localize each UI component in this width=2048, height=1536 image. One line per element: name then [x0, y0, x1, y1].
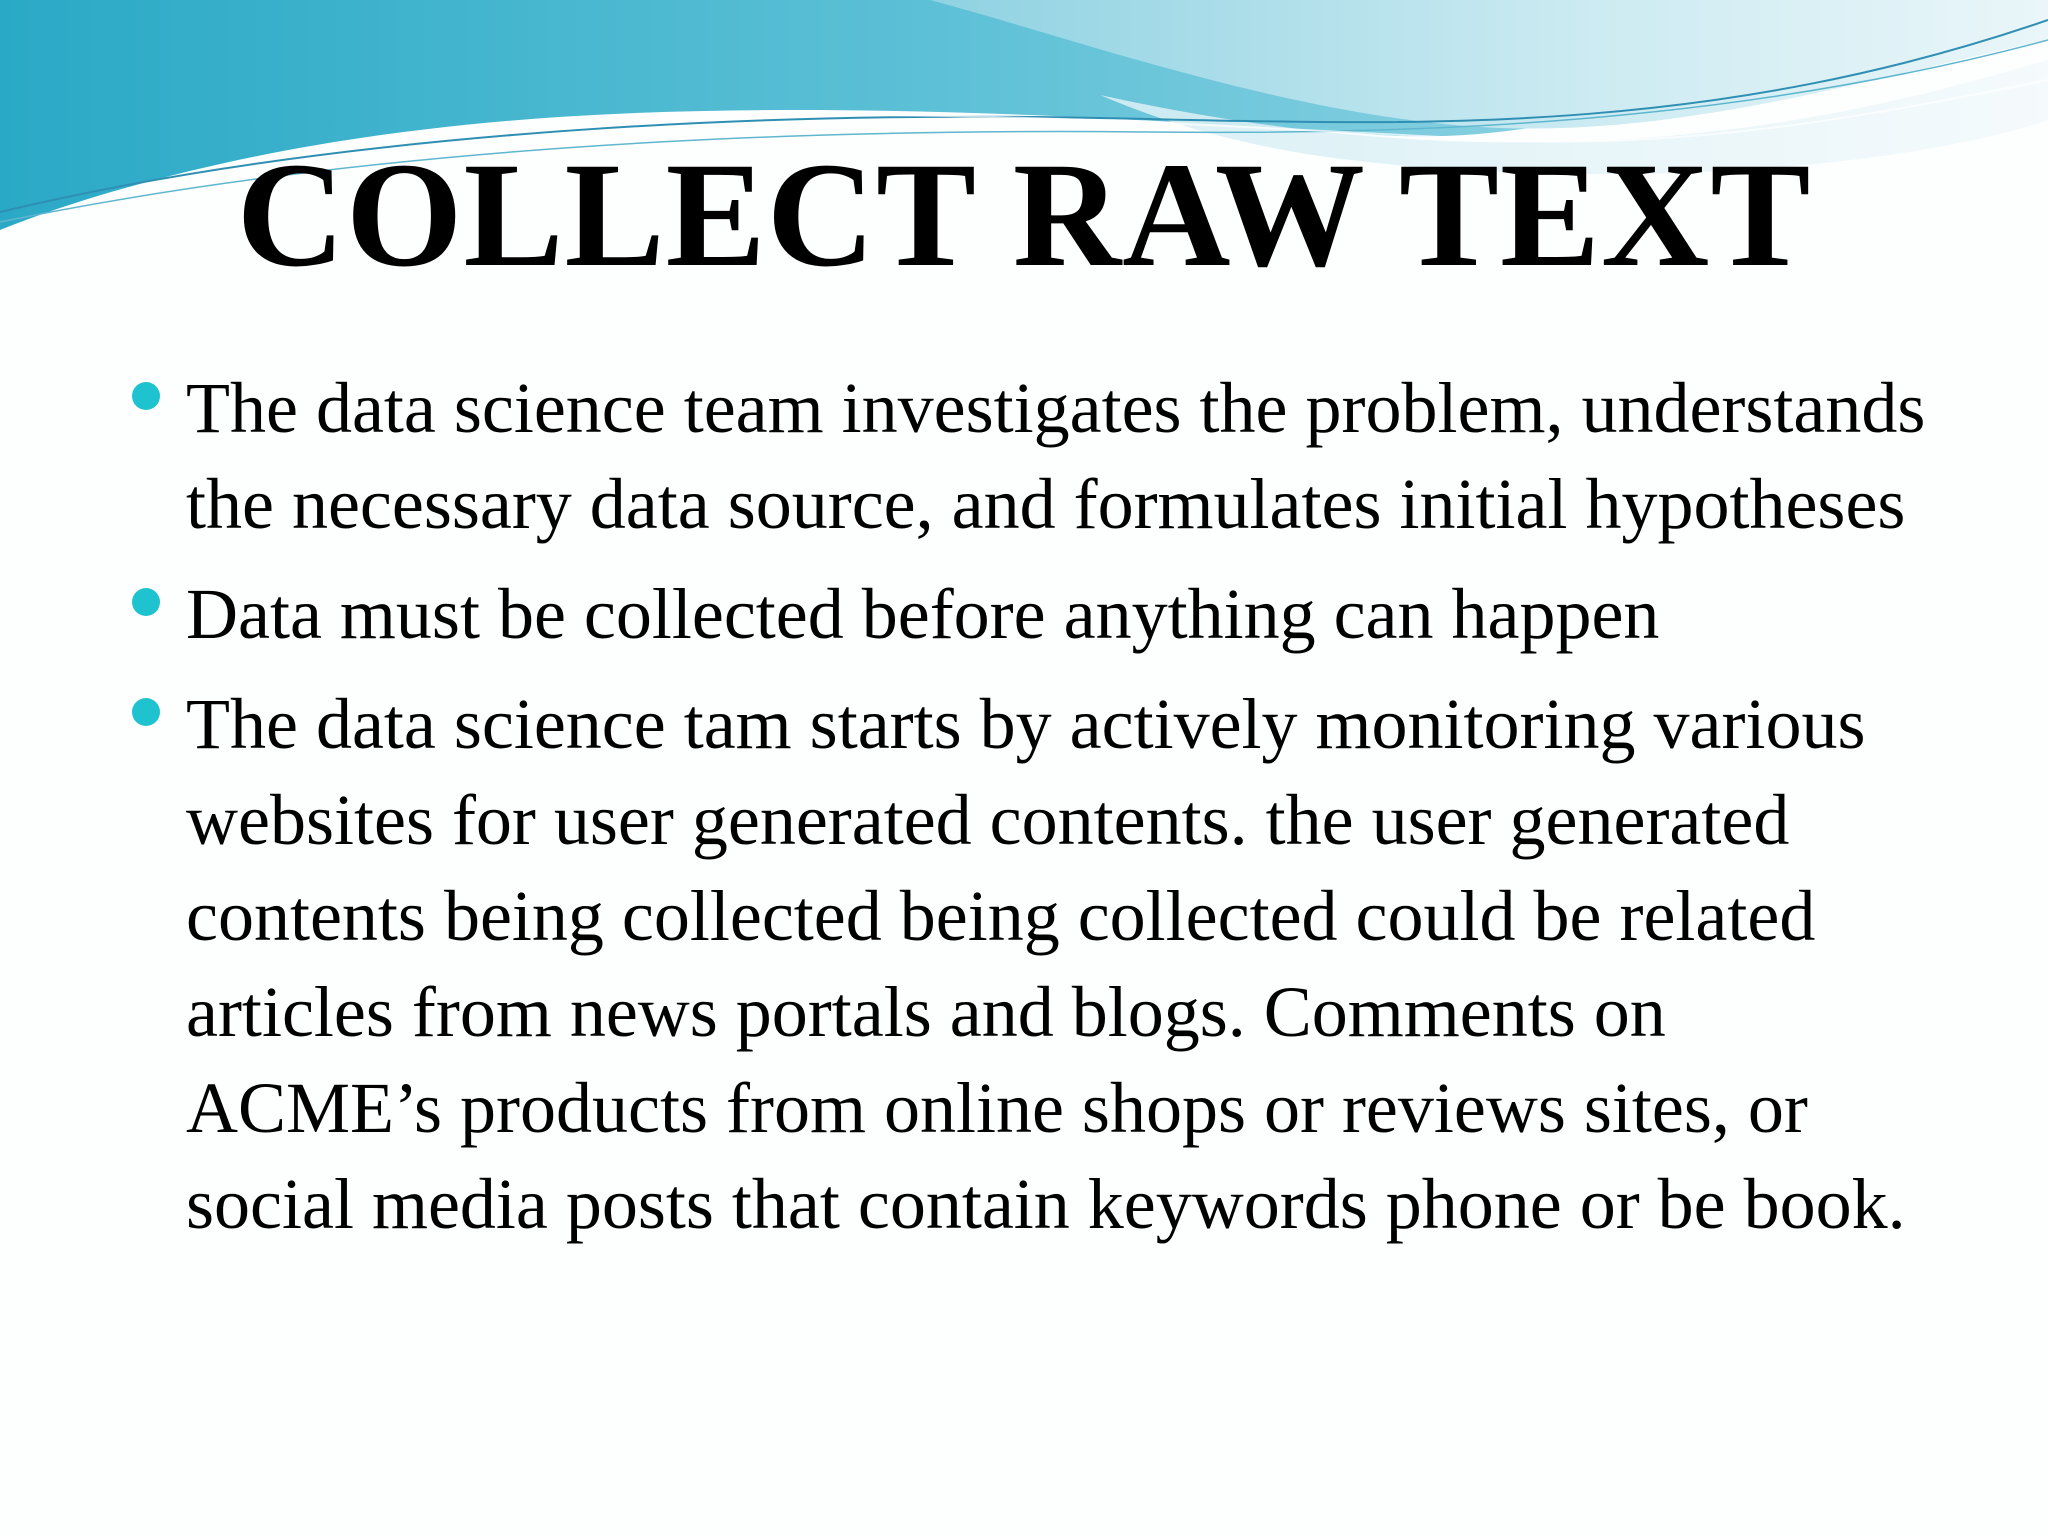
slide-title: COLLECT RAW TEXT — [236, 132, 1812, 298]
bullet-dot-icon — [132, 382, 160, 410]
bullet-text: The data science tam starts by actively monitoring various websites for user generated contents. the user generated contents being collected being collected could be related articles from news portals and blogs. Comments on ACME’s products from online shops or reviews sites, or social media posts that contain keywords phone or be book. — [186, 684, 1906, 1244]
bullet-text: The data science team investigates the problem, understands the necessary data source, and formulates initial hypotheses — [186, 368, 1926, 544]
bullet-list — [130, 360, 1930, 1266]
bullet-item — [130, 566, 1930, 662]
bullet-dot-icon — [132, 588, 160, 616]
bullet-item — [130, 676, 1930, 1252]
bullet-dot-icon — [132, 698, 160, 726]
bullet-item — [130, 360, 1930, 552]
bullet-text: Data must be collected before anything can happen — [186, 574, 1660, 654]
